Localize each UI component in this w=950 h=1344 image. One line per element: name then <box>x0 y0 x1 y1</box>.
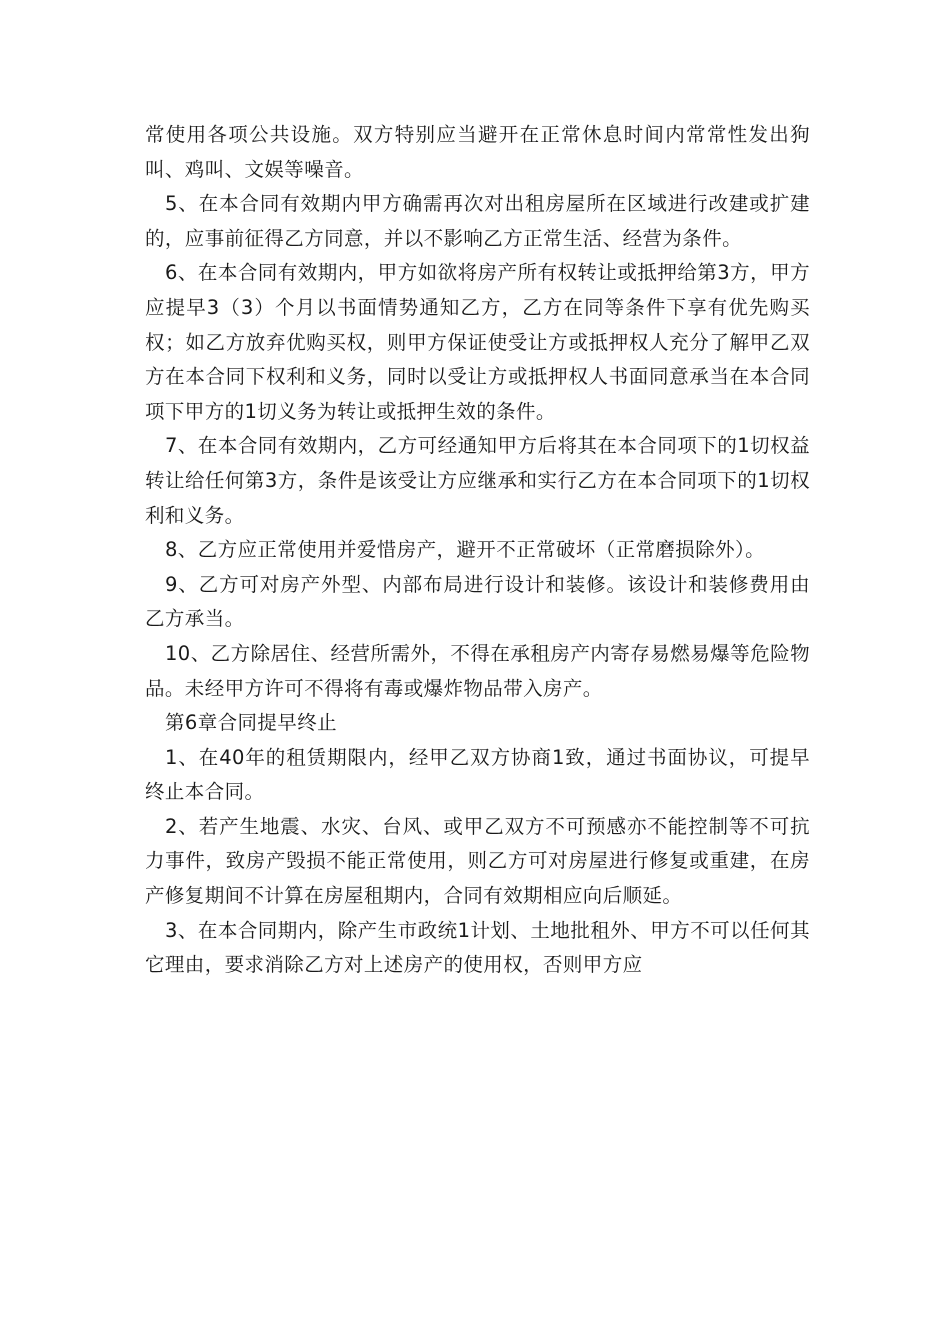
clause-7: 7、在本合同有效期内，乙方可经通知甲方后将其在本合同项下的1切权益转让给任何第3方，条件是该受让方应继承和实行乙方在本合同项下的1切权利和义务。 <box>145 434 810 527</box>
chapter6-clause-2: 2、若产生地震、水灾、台风、或甲乙双方不可预感亦不能控制等不可抗力事件，致房产毁损不能正常使用，则乙方可对房屋进行修复或重建，在房产修复期间不计算在房屋租期内，合同有效期相应向后顺延。 <box>145 814 810 908</box>
document-body <box>145 118 810 983</box>
clause-10: 10、乙方除居住、经营所需外，不得在承租房产内寄存易燃易爆等危险物品。未经甲方许可不得将有毒或爆炸物品带入房产。 <box>145 641 810 700</box>
clause-9: 9、乙方可对房产外型、内部布局进行设计和装修。该设计和装修费用由乙方承当。 <box>145 572 810 631</box>
paragraph-continuation: 常使用各项公共设施。双方特别应当避开在正常休息时间内常常性发出狗叫、鸡叫、文娱等噪音。 <box>145 123 810 181</box>
clause-6: 6、在本合同有效期内，甲方如欲将房产所有权转让或抵押给第3方，甲方应提早3（3）个月以书面情势通知乙方，乙方在同等条件下享有优先购买权；如乙方放弃优购买权，则甲方保证使受让方或抵押权人充分了解甲乙双方在本合同下权利和义务，同时以受让方或抵押权人书面同意承当在本合同项下甲方的1切义务为转让或抵押生效的条件。 <box>145 261 810 423</box>
clause-8: 8、乙方应正常使用并爱惜房产，避开不正常破坏（正常磨损除外）。 <box>165 538 766 562</box>
chapter-heading: 第6章合同提早终止 <box>165 711 338 735</box>
clause-5: 5、在本合同有效期内甲方确需再次对出租房屋所在区域进行改建或扩建的，应事前征得乙方同意，并以不影响乙方正常生活、经营为条件。 <box>145 192 810 250</box>
chapter6-clause-3: 3、在本合同期内，除产生市政统1计划、土地批租外、甲方不可以任何其它理由，要求消除乙方对上述房产的使用权，否则甲方应 <box>145 918 810 977</box>
chapter6-clause-1: 1、在40年的租赁期限内，经甲乙双方协商1致，通过书面协议，可提早终止本合同。 <box>145 745 810 804</box>
